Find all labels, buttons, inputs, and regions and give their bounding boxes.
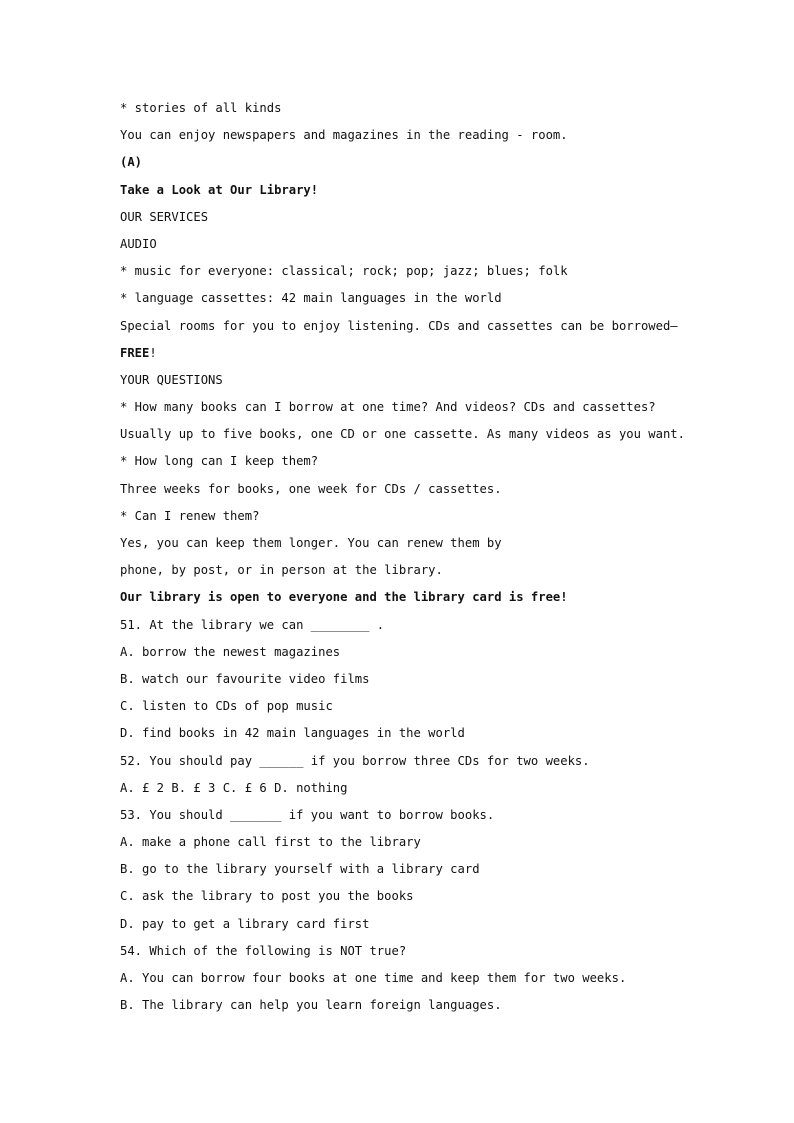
document-page: [120, 98, 760, 1022]
questions-heading: YOUR QUESTIONS: [120, 372, 223, 387]
qa-answer-3-cont: phone, by post, or in person at the library.: [120, 563, 443, 578]
audio-item-music: * music for everyone: classical; rock; pop; jazz; blues; folk: [120, 264, 568, 279]
free-suffix: !: [149, 345, 157, 360]
question-51-option-a: A. borrow the newest magazines: [120, 644, 341, 659]
question-53-option-b: B. go to the library yourself with a library card: [120, 862, 480, 877]
qa-question-2: * How long can I keep them?: [120, 454, 319, 469]
question-53-option-c: C. ask the library to post you the books: [120, 889, 414, 904]
audio-heading: AUDIO: [120, 236, 157, 251]
question-52-options: A. £ 2 B. £ 3 C. £ 6 D. nothing: [120, 780, 348, 795]
reading-room-text: You can enjoy newspapers and magazines in the reading - room.: [120, 128, 568, 143]
qa-question-1: * How many books can I borrow at one time? And videos? CDs and cassettes?: [120, 400, 656, 415]
question-51-stem: 51. At the library we can ________ .: [120, 617, 385, 632]
qa-answer-3: Yes, you can keep them longer. You can renew them by: [120, 536, 502, 550]
services-heading: OUR SERVICES: [120, 209, 209, 224]
question-51-option-b: B. watch our favourite video films: [120, 671, 370, 686]
question-51-option-c: C. listen to CDs of pop music: [120, 699, 333, 714]
qa-answer-2: Three weeks for books, one week for CDs / cassettes.: [120, 481, 502, 496]
rooms-text: Special rooms for you to enjoy listening. CDs and cassettes can be borrowed—: [120, 318, 678, 333]
passage-title: Take a Look at Our Library!: [120, 182, 319, 197]
free-text: FREE: [120, 345, 150, 360]
question-54-option-b: B. The library can help you learn foreign languages.: [120, 998, 502, 1013]
qa-question-3: * Can I renew them?: [120, 508, 260, 523]
passage-label: (A): [120, 155, 143, 170]
question-53-stem: 53. You should _______ if you want to borrow books.: [120, 807, 495, 822]
qa-answer-1: Usually up to five books, one CD or one cassette. As many videos as you want.: [120, 427, 685, 442]
question-52-stem: 52. You should pay ______ if you borrow three CDs for two weeks.: [120, 753, 590, 768]
question-54-option-a: A. You can borrow four books at one time and keep them for two weeks.: [120, 971, 627, 985]
closing-statement: Our library is open to everyone and the library card is free!: [120, 590, 568, 605]
question-51-option-d: D. find books in 42 main languages in the world: [120, 726, 465, 741]
audio-item-language: * language cassettes: 42 main languages in the world: [120, 291, 502, 306]
question-54-stem: 54. Which of the following is NOT true?: [120, 943, 407, 958]
stories-item: * stories of all kinds: [120, 101, 282, 115]
free-line: [120, 343, 760, 370]
question-53-option-a: A. make a phone call first to the library: [120, 835, 421, 850]
question-53-option-d: D. pay to get a library card first: [120, 916, 370, 931]
